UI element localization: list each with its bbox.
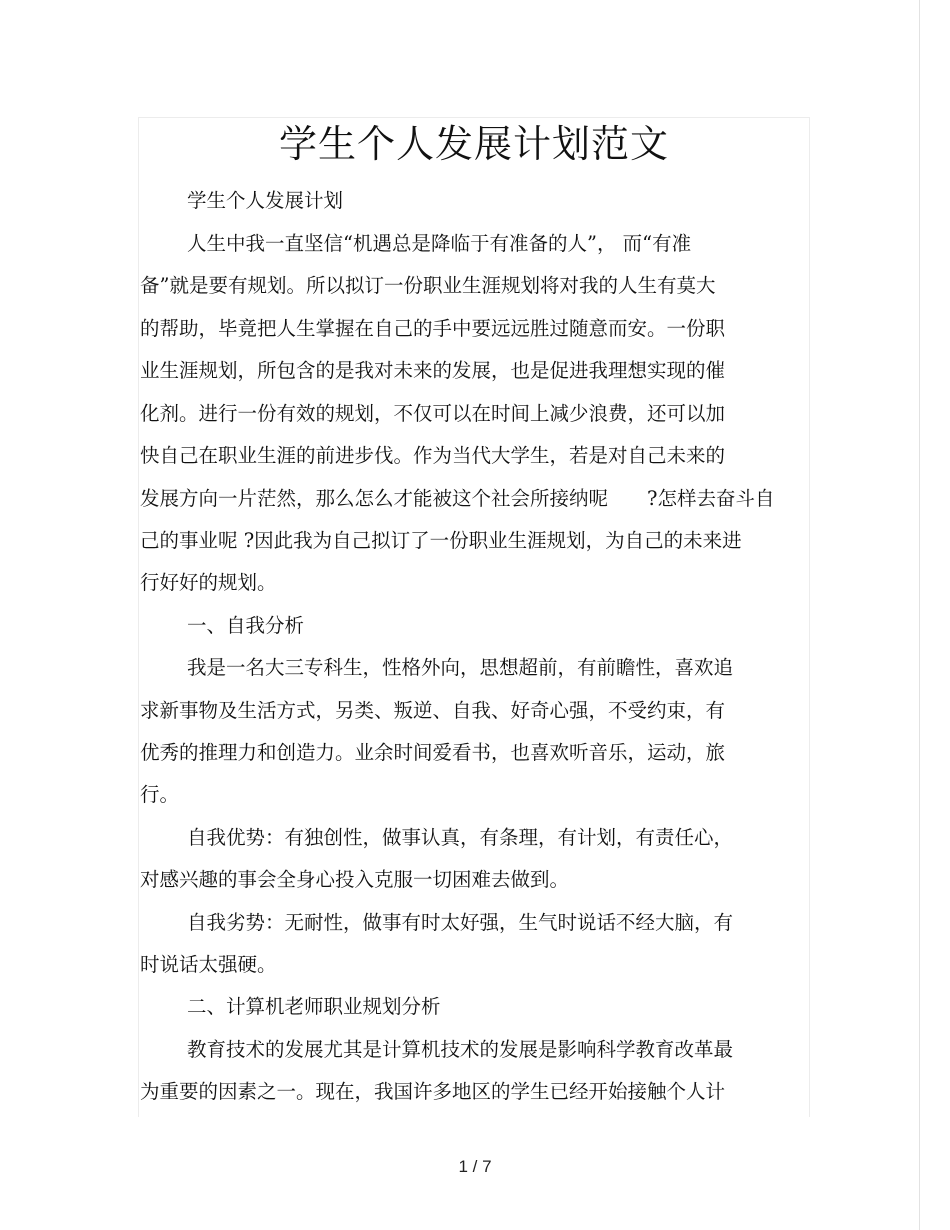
section-heading: 二、计算机老师职业规划分析	[187, 995, 441, 1018]
paragraph-line: 行好好的规划。	[140, 571, 277, 594]
paragraph-line: 教育技术的发展尤其是计算机技术的发展是影响科学教育改革最	[187, 1038, 734, 1061]
paragraph-line: 优秀的推理力和创造力。业余时间爱看书，也喜欢听音乐，运动，旅	[140, 741, 726, 764]
paragraph-line: 人生中我一直坚信“机遇总是降临于有准备的人”， 而“有准	[187, 232, 692, 255]
paragraph-line: 为重要的因素之一。现在，我国许多地区的学生已经开始接触个人计	[140, 1080, 726, 1103]
paragraph-line: 求新事物及生活方式，另类、叛逆、自我、好奇心强，不受约束，有	[140, 699, 726, 722]
paragraph-line: 化剂。进行一份有效的规划，不仅可以在时间上减少浪费，还可以加	[140, 402, 726, 425]
paragraph-line: 业生涯规划，所包含的是我对未来的发展，也是促进我理想实现的催	[140, 359, 726, 382]
paragraph-line: 发展方向一片茫然，那么怎么才能被这个社会所接纳呢 ?怎样去奋斗自	[140, 487, 775, 510]
paragraph-line: 备”就是要有规划。所以拟订一份职业生涯规划将对我的人生有莫大	[140, 274, 716, 297]
paragraph-line: 的帮助，毕竟把人生掌握在自己的手中要远远胜过随意而安。一份职	[140, 317, 726, 340]
paragraph-line: 自我优势：有独创性，做事认真，有条理，有计划，有责任心，	[187, 826, 734, 849]
section-heading: 学生个人发展计划	[187, 189, 344, 212]
paragraph-line: 时说话太强硬。	[140, 953, 277, 976]
paragraph-line: 自我劣势：无耐性，做事有时太好强，生气时说话不经大脑，有	[187, 911, 734, 934]
page-indicator: 1 / 7	[458, 1157, 492, 1176]
document-title: 学生个人发展计划范文	[278, 122, 669, 166]
paragraph-line: 行。	[140, 783, 180, 806]
paragraph-line: 对感兴趣的事会全身心投入克服一切困难去做到。	[140, 868, 570, 891]
section-heading: 一、自我分析	[187, 614, 305, 637]
page-edge-divider	[919, 0, 920, 1230]
paragraph-line: 我是一名大三专科生，性格外向，思想超前，有前瞻性，喜欢追	[187, 656, 734, 679]
paragraph-line: 快自己在职业生涯的前进步伐。作为当代大学生，若是对自己未来的	[140, 444, 726, 467]
paragraph-line: 己的事业呢 ?因此我为自己拟订了一份职业生涯规划，为自己的未来进	[140, 529, 742, 552]
